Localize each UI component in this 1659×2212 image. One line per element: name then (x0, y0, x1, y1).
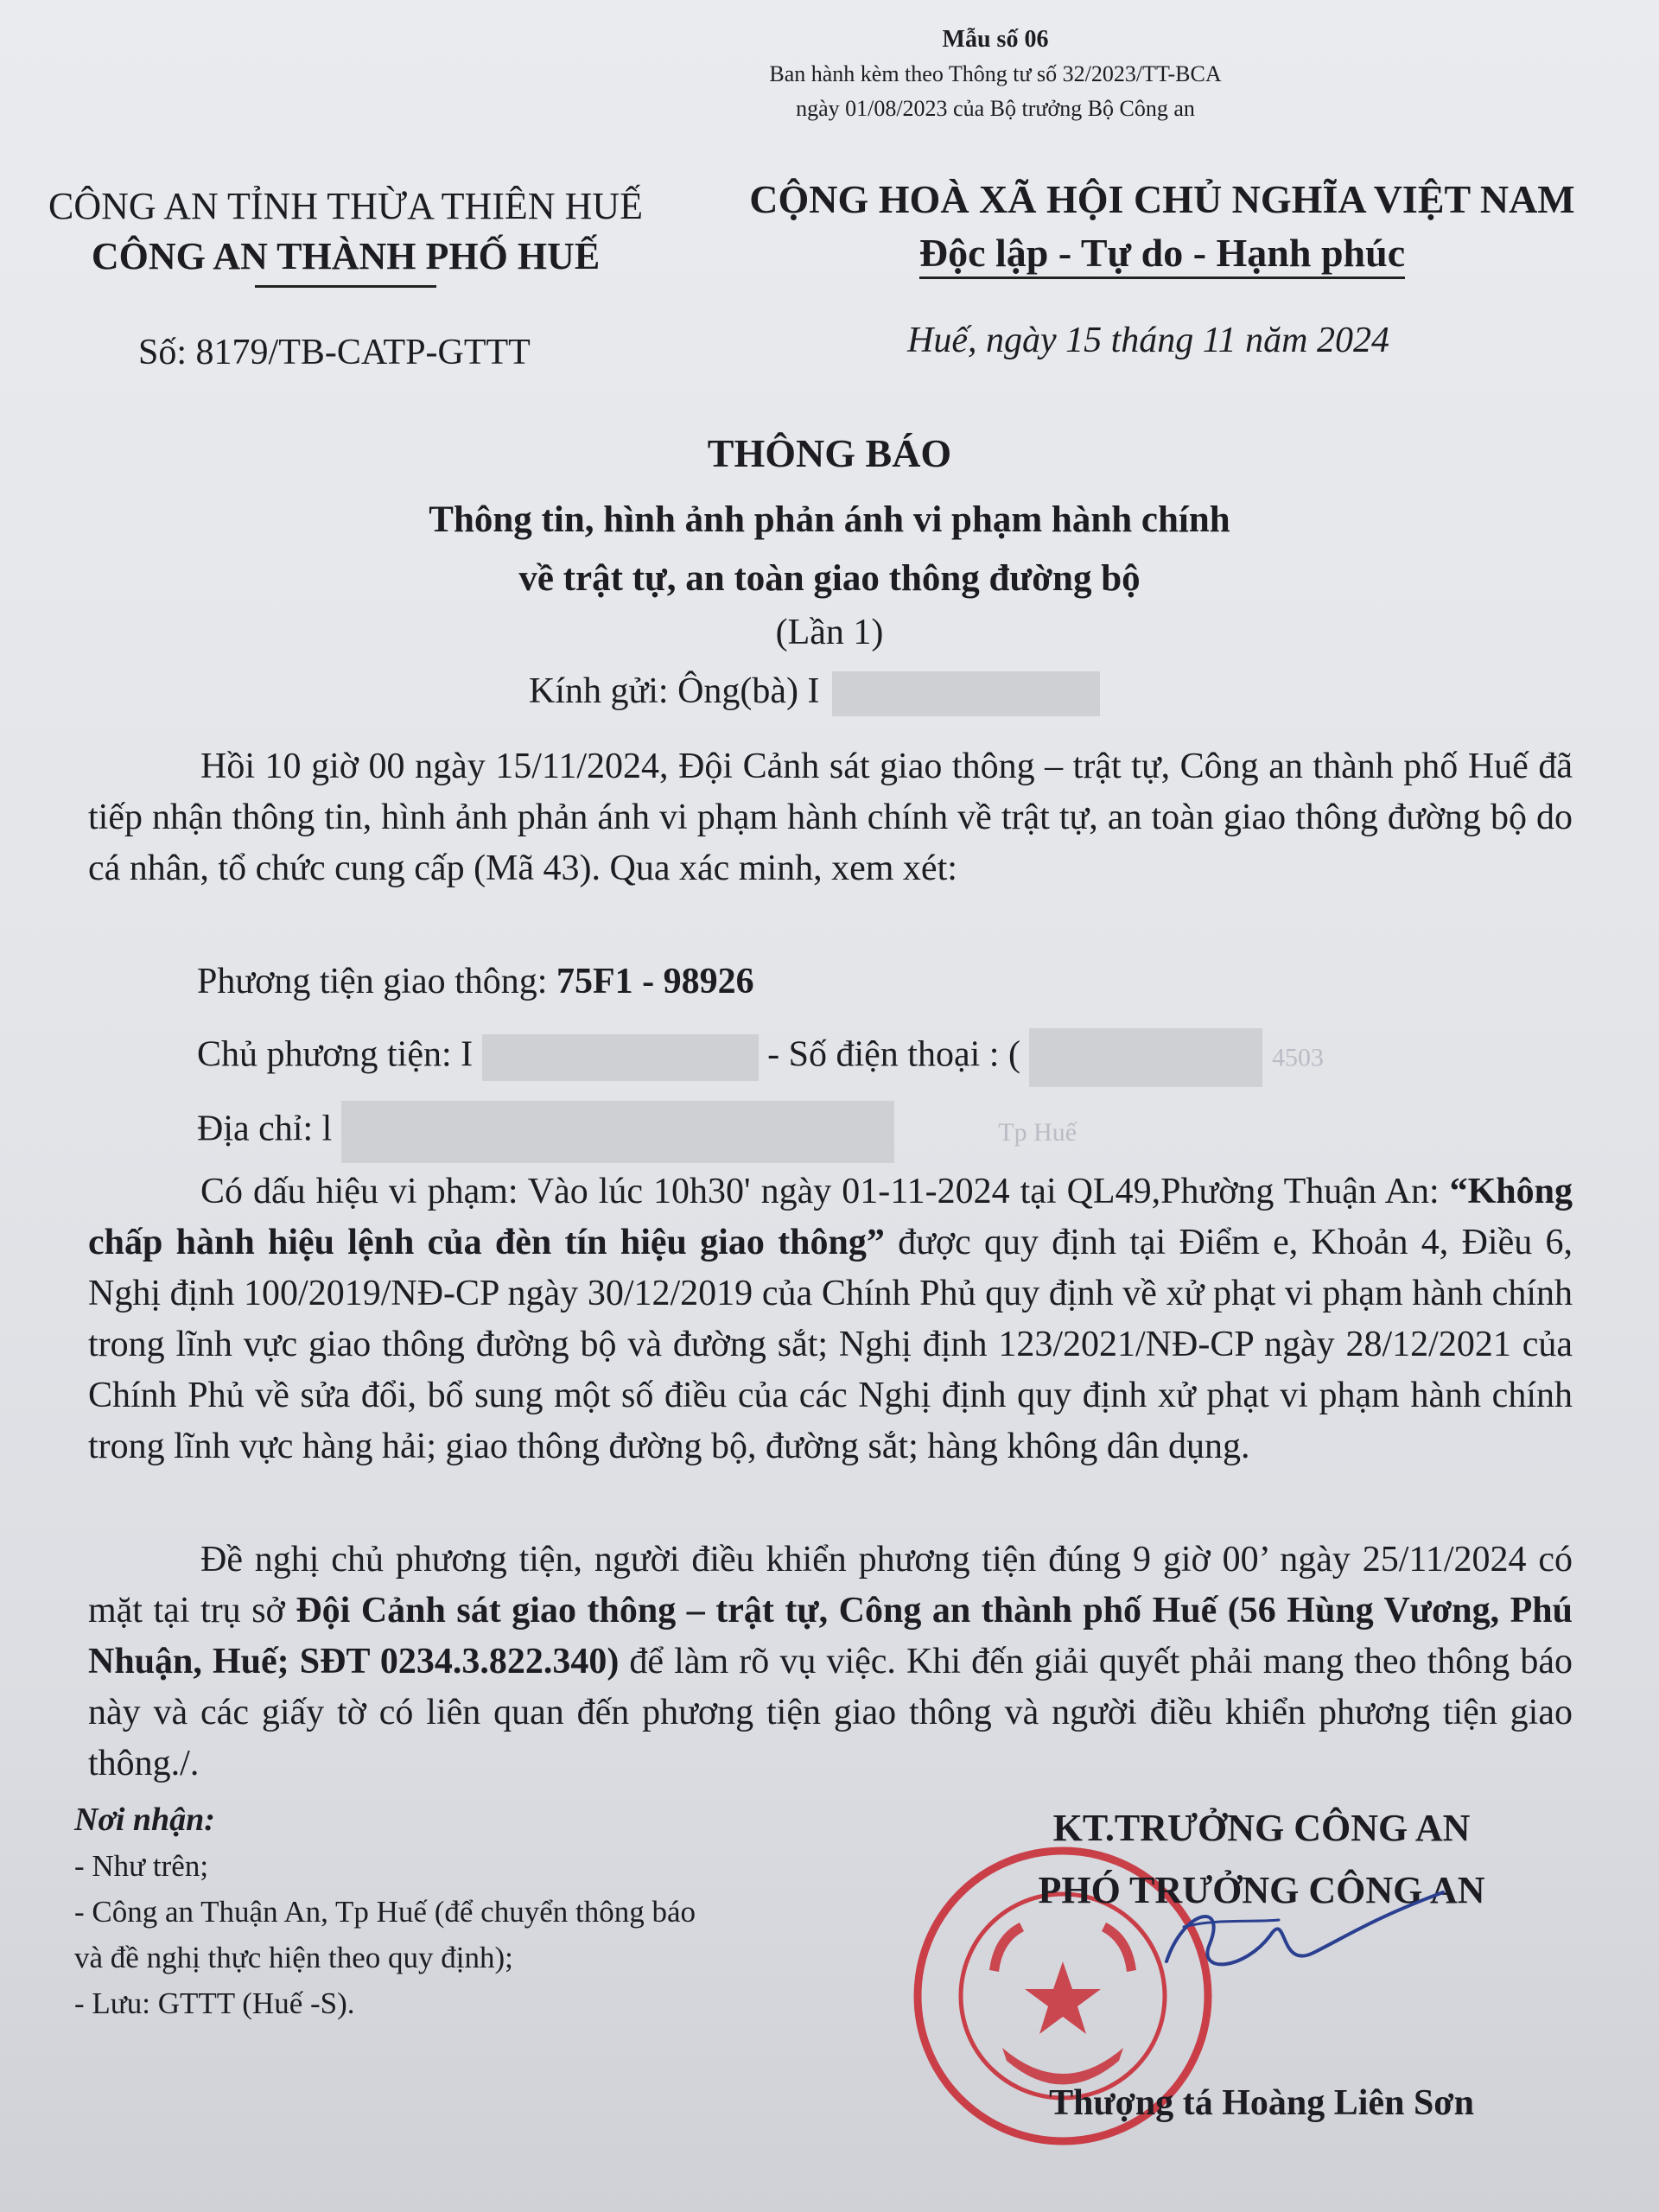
handwritten-signature (1149, 1875, 1460, 1987)
vehicle-owner-row (197, 1028, 1324, 1087)
owner-label: Chủ phương tiện: (197, 1034, 452, 1075)
recipients-title: Nơi nhận: (74, 1802, 215, 1838)
violation-description: “Không chấp hành hiệu lệnh của đèn tín hiệu giao thông” (88, 1172, 1573, 1262)
issued-with-line2: ngày 01/08/2023 của Bộ trưởng Bộ Công an (796, 96, 1195, 121)
document-subtitle (0, 491, 1659, 608)
recipient-line (529, 671, 1100, 716)
intro-paragraph (88, 741, 1573, 894)
recipient-item-1: - Như trên; (74, 1849, 209, 1883)
recipient-item-4: - Lưu: GTTT (Huế -S). (74, 1986, 355, 2020)
national-header (726, 173, 1599, 280)
subtitle-line2: về trật tự, an toàn giao thông đường bộ (518, 558, 1141, 599)
signature-authority-line1: KT.TRƯỞNG CÔNG AN (1052, 1807, 1471, 1849)
violation-legal-basis: được quy định tại Điểm e, Khoản 4, Điều 6, Nghị định 100/2019/NĐ-CP ngày 30/12/2019 của Chính Phủ quy định về xử phạt vi phạm hành chính trong lĩnh vực giao thông đường bộ và đường sắt; Nghị định 123/2021/NĐ-CP ngày 28/12/2021 của Chính Phủ về sửa đổi, bổ sung một số điều của các Nghị định quy định xử phạt vi phạm hành chính trong lĩnh vực hàng hải; giao thông đường bộ, đường sắt; hàng không dân dụng. (88, 1223, 1573, 1466)
address-initial: l (321, 1109, 333, 1149)
owner-initial: I (461, 1034, 474, 1075)
nation-name: CỘNG HOÀ XÃ HỘI CHỦ NGHĨA VIỆT NAM (749, 177, 1575, 221)
form-reference (693, 22, 1298, 126)
phone-label: - Số điện thoại : (767, 1034, 1000, 1075)
signer-name: Thượng tá Hoàng Liên Sơn (1049, 2083, 1474, 2123)
recipient-name-redacted (832, 671, 1100, 716)
agency-underline (255, 285, 436, 288)
request-prefix: Đề nghị chủ phương tiện, người điều khiển phương tiện đúng 9 giờ 00’ ngày 25/11/2024 có mặt tại trụ sở (88, 1540, 1573, 1630)
recipient-label: Kính gửi: Ông(bà) (529, 671, 799, 711)
violation-prefix: Có dấu hiệu vi phạm: Vào lúc 10h30' ngày 01-11-2024 tại QL49,Phường Thuận An: (200, 1172, 1450, 1211)
violation-paragraph (88, 1166, 1573, 1472)
stamp-star-icon (1025, 1961, 1101, 2034)
plate-label: Phương tiện giao thông: (197, 962, 548, 1001)
faint-bleed-text-2: Tp Huế (998, 1117, 1077, 1147)
vehicle-plate-row (197, 961, 754, 1002)
document-title: THÔNG BÁO (707, 431, 952, 475)
place-date: Huế, ngày 15 tháng 11 năm 2024 (907, 321, 1389, 360)
form-number: Mẫu số 06 (942, 26, 1049, 53)
plate-value: 75F1 - 98926 (556, 962, 754, 1001)
notice-round: (Lần 1) (775, 613, 884, 652)
vehicle-address-row (197, 1101, 1077, 1163)
request-suffix: để làm rõ vụ việc. Khi đến giải quyết phải mang theo thông báo này và các giấy tờ có liên quan đến phương tiện giao thông và người điều khiển phương tiện giao thông./. (88, 1642, 1573, 1783)
recipient-item-3: và đề nghị thực hiện theo quy định); (74, 1941, 513, 1974)
faint-bleed-text-1: 4503 (1271, 1043, 1324, 1072)
request-paragraph (88, 1535, 1573, 1789)
recipient-initial: I (807, 671, 820, 711)
owner-name-redacted (482, 1034, 759, 1081)
phone-number-redacted (1029, 1028, 1262, 1087)
recipient-item-2: - Công an Thuận An, Tp Huế (để chuyển thông báo (74, 1895, 696, 1929)
document-number: Số: 8179/TB-CATP-GTTT (138, 333, 531, 372)
intro-text: Hồi 10 giờ 00 ngày 15/11/2024, Đội Cảnh sát giao thông – trật tự, Công an thành phố Huế đã tiếp nhận thông tin, hình ảnh phản ánh vi phạm hành chính về trật tự, an toàn giao thông đường bộ do cá nhân, tổ chức cung cấp (Mã 43). Qua xác minh, xem xét: (88, 747, 1573, 888)
address-label: Địa chỉ: (197, 1109, 314, 1149)
subtitle-line1: Thông tin, hình ảnh phản ánh vi phạm hành chính (429, 499, 1230, 540)
recipients-list (74, 1797, 869, 2026)
signature-authority-line2: PHÓ TRƯỞNG CÔNG AN (1038, 1869, 1485, 1911)
address-redacted (341, 1101, 894, 1163)
request-office: Đội Cảnh sát giao thông – trật tự, Công an thành phố Huế (56 Hùng Vương, Phú Nhuận, Huế; SĐT 0234.3.822.340) (88, 1591, 1573, 1681)
phone-initial: ( (1007, 1034, 1020, 1075)
motto: Độc lập - Tự do - Hạnh phúc (919, 230, 1405, 279)
agency-name: CÔNG AN THÀNH PHỐ HUẾ (91, 235, 601, 277)
issued-with-line1: Ban hành kèm theo Thông tư số 32/2023/TT-BCA (769, 61, 1222, 86)
agency-header (26, 181, 665, 288)
agency-parent: CÔNG AN TỈNH THỪA THIÊN HUẾ (48, 185, 643, 227)
